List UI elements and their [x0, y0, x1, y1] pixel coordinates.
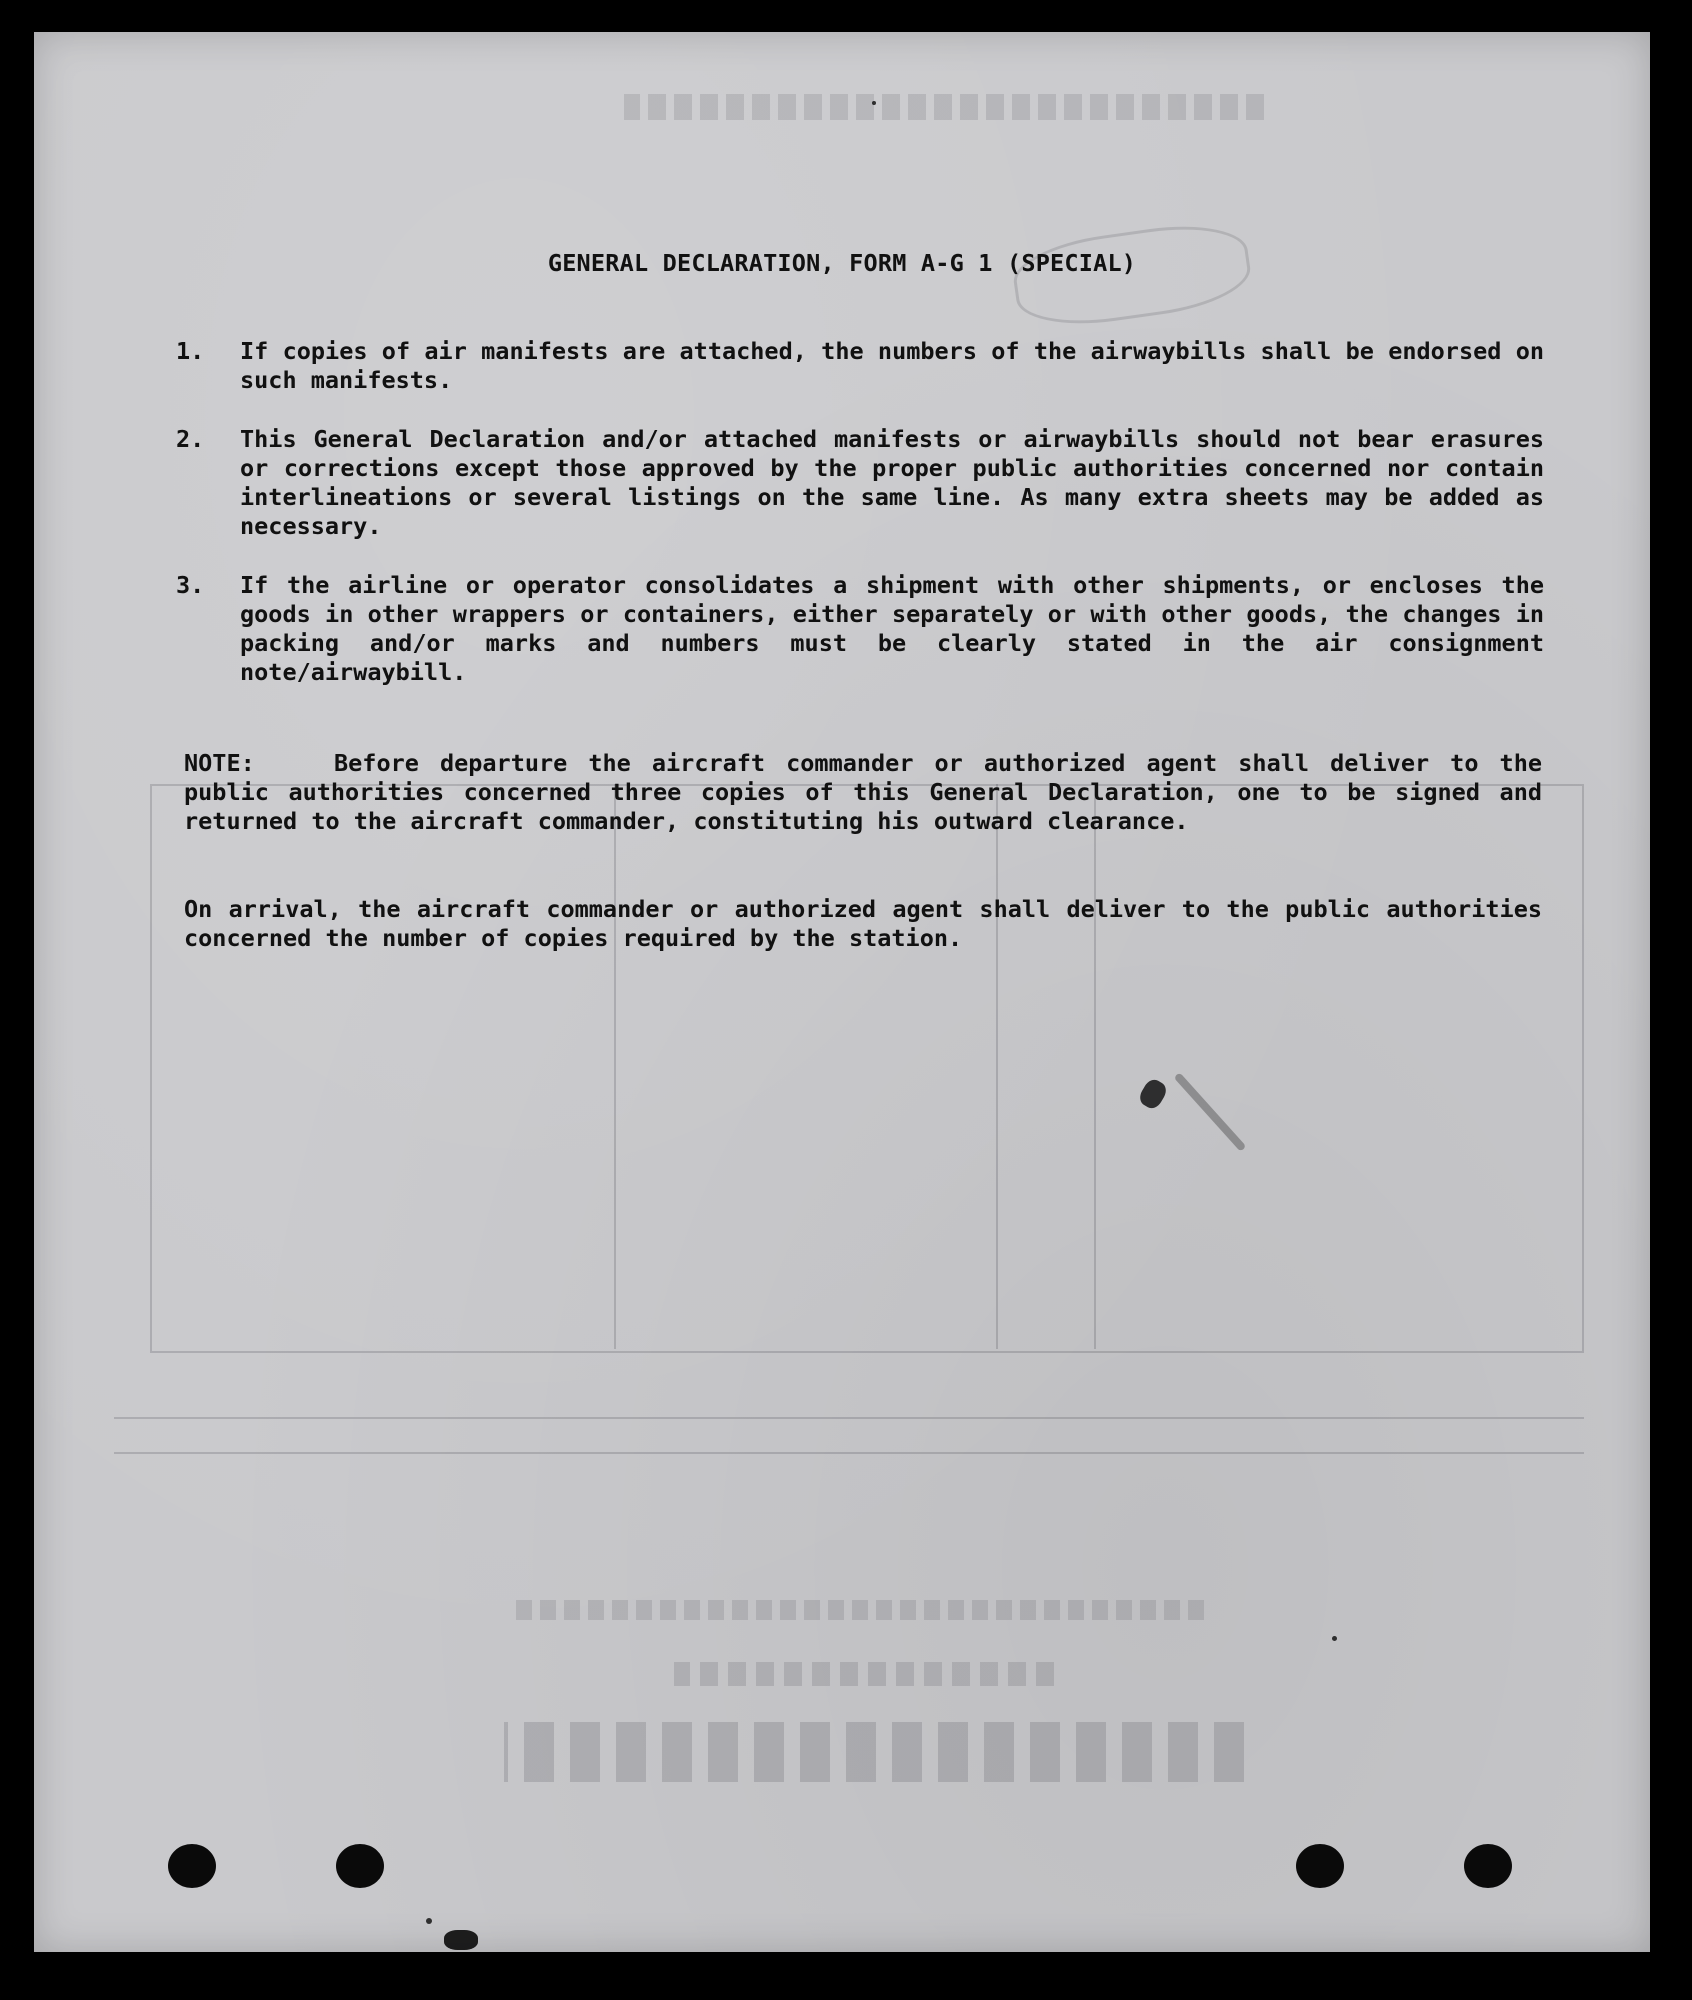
- item-text: If the airline or operator consolidates a shipment with other shipments, or encloses the goods in other wrappers or containers, either separately or with other goods, the changes in packing and/or marks and numbers must be clearly stated in the air consignment note/airwaybill.: [240, 571, 1544, 686]
- item-number: 1.: [176, 337, 205, 365]
- note-text: Before departure the aircraft commander or authorized agent shall deliver to the public authorities concerned three copies of this General Declaration, one to be signed and returned to the aircraft commander, constituting his outward clearance.: [184, 749, 1542, 835]
- form-title: GENERAL DECLARATION, FORM A-G 1 (SPECIAL): [547, 249, 1137, 277]
- arrival-note: [184, 895, 1542, 953]
- departure-note: [184, 749, 1542, 836]
- item-number: 2.: [176, 425, 205, 453]
- item-text: If copies of air manifests are attached, the numbers of the airwaybills shall be endorsed on such manifests.: [240, 337, 1544, 394]
- note-label: NOTE:: [184, 749, 255, 777]
- arrival-text: On arrival, the aircraft commander or authorized agent shall deliver to the public authorities concerned the number of copies required by the station.: [184, 895, 1542, 952]
- document-content: [34, 32, 1650, 1952]
- paper-sheet: [34, 32, 1650, 1952]
- item-number: 3.: [176, 571, 205, 599]
- item-text: This General Declaration and/or attached manifests or airwaybills should not bear erasures or corrections except those approved by the proper public authorities concerned nor contain interlineations or several listings on the same line. As many extra sheets may be added as necessary.: [240, 425, 1544, 540]
